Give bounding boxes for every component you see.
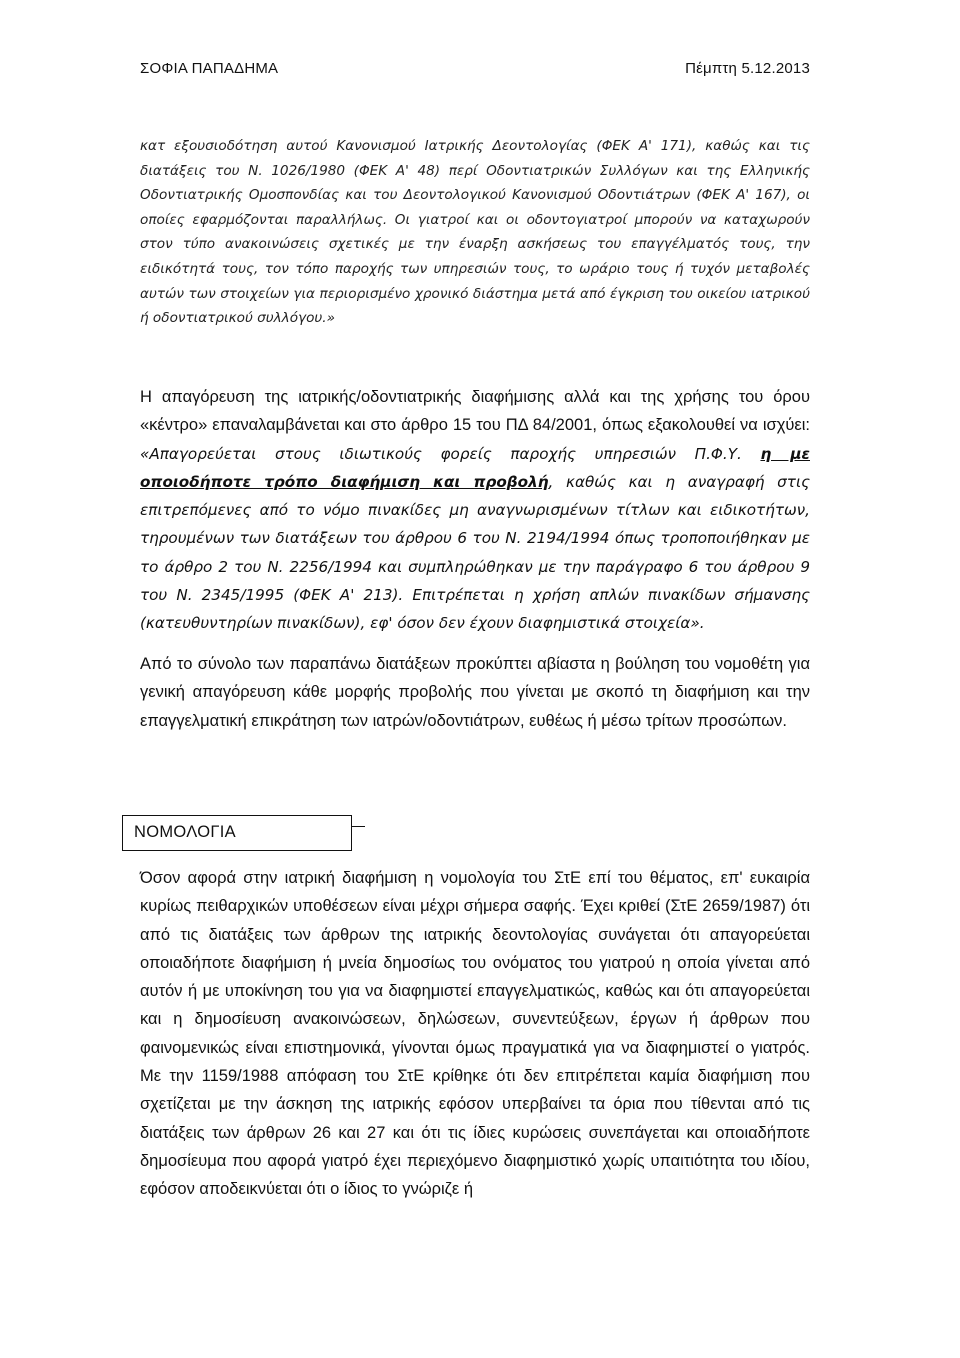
quoted-law-rest: , καθώς και η αναγραφή στις επιτρεπόμενες από το νόμο πινακίδες μη αναγνωρισμένων τίτλων και ειδικοτήτων, τηρουμένων των διατάξεων του άρθρου 6 του Ν. 2194/1994 όπως τροποποιήθηκαν με το άρθρο 2 του Ν. 2256/1994 και συμπληρώθηκαν με την παράγραφο 6 του άρθρου 9 του Ν. 2345/1995 (ΦΕΚ Α' 213). Επιτρέπεται η χρήση απλών πινακίδων σήμανσης (κατευθυντηρίων πινακίδων), εφ' όσον δεν έχουν διαφημιστικά στοιχεία». (140, 472, 810, 633)
paragraph-advertising-ban (140, 383, 810, 638)
paragraph-conclusion: Από το σύνολο των παραπάνω διατάξεων προκύπτει αβίαστα η βούληση του νομοθέτη για γενική απαγόρευση κάθε μορφής προβολής που γίνεται με σκοπό τη διαφήμιση και την επαγγελματική επικράτηση των ιατρών/οδοντιάτρων, ευθέως ή μέσω τρίτων προσώπων. (140, 655, 810, 730)
author-name: ΣΟΦΙΑ ΠΑΠΑΔΗΜΑ (140, 60, 279, 77)
heading-box-edge (351, 826, 365, 827)
paragraph-intro: Η απαγόρευση της ιατρικής/οδοντιατρικής διαφήμισης αλλά και της χρήσης του όρου «κέντρο» επαναλαμβάνεται και στο άρθρο 15 του ΠΔ 84/2001, όπως εξακολουθεί να ισχύει: (140, 388, 810, 435)
quoted-regulation-text: κατ εξουσιοδότηση αυτού Κανονισμού Ιατρικής Δεοντολογίας (ΦΕΚ Α' 171), καθώς και τις διατάξεις του Ν. 1026/1980 (ΦΕΚ Α' 48) περί Οδοντιατρικών Συλλόγων και της Ελληνικής Οδοντιατρικής Ομοσπονδίας και του Δεοντολογικού Κανονισμού Οδοντιάτρων (ΦΕΚ Α' 167), οι οποίες εφαρμόζονται παραλλήλως. Οι γιατροί και οι οδοντογιατροί μπορούν να καταχωρούν στον τύπο ανακοινώσεις σχετικές με την έναρξη ασκήσεως του επαγγέλματός τους, την ειδικότητά τους, τον τόπο παροχής των υπηρεσιών τους, το ωράριο τους ή τυχόν μεταβολές αυτών των στοιχείων για περιορισμένο χρονικό διάστημα μετά από έγκριση του οικείου ιατρικού ή οδοντιατρικού συλλόγου.» (140, 138, 810, 327)
document-date: Πέμπτη 5.12.2013 (685, 60, 810, 77)
page-header (140, 60, 810, 77)
section-title: ΝΟΜΟΛΟΓΙΑ (134, 823, 236, 841)
section-heading-box (122, 815, 352, 851)
paragraph-case-law: Όσον αφορά στην ιατρική διαφήμιση η νομολογία του ΣτΕ επί του θέματος, επ' ευκαιρία κυρίως πειθαρχικών υποθέσεων είναι μέχρι σήμερα σαφής. Έχει κριθεί (ΣτΕ 2659/1987) ότι από τις διατάξεις των άρθρων της ιατρικής δεοντολογίας συνάγεται ότι απαγορεύεται οποιαδήποτε διαφήμιση ή μνεία δημοσίως του ονόματος του γιατρού η οποία γίνεται από αυτόν ή με υποκίνηση του για να διαφημιστεί επαγγελματικώς, καθώς και ότι απαγορεύεται και η δημοσίευση ανακοινώσεων, δηλώσεων, συνεντεύξεων, έργων ή άρθρων που φαινομενικώς είναι επιστημονικά, γίνονται όμως πραγματικά για να διαφημιστεί ο γιατρός. Με την 1159/1988 απόφαση του ΣτΕ κρίθηκε ότι δεν επιτρέπεται καμία διαφήμιση που σχετίζεται με την άσκηση της ιατρικής εφόσον υπερβαίνει τα όρια που τίθενται από τις διατάξεις των άρθρων 26 και 27 και ότι τις ίδιες κυρώσεις συνεπάγεται και οποιαδήποτε δημοσίευμα που αφορά γιατρό έχει περιεχόμενο διαφημιστικό χωρίς υπαιτιότητα του ιδίου, εφόσον αποδεικνύεται ότι ο ίδιος το γνώριζε ή (140, 869, 810, 1199)
quoted-law-start: «Απαγορεύεται στους ιδιωτικούς φορείς παροχής υπηρεσιών Π.Φ.Υ. (140, 444, 761, 463)
emphasized-phrase: η με οποιοδήποτε τρόπο διαφήμιση και προβολή (140, 444, 810, 491)
